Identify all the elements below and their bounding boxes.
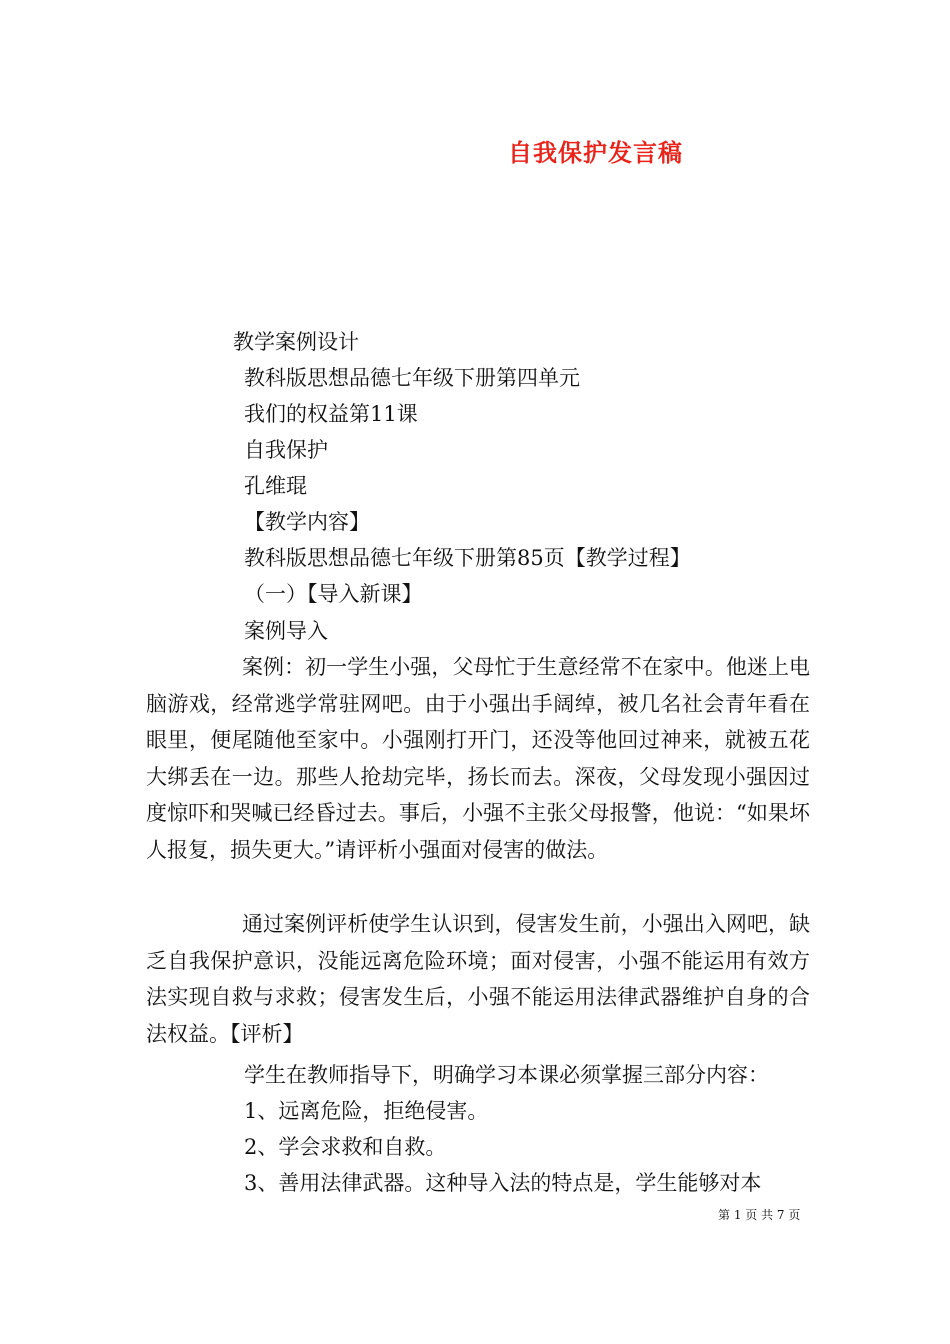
- header-line-textbook-page: 教科版思想品德七年级下册第85页【教学过程】: [244, 546, 691, 570]
- section-heading-content: 【教学内容】: [244, 510, 370, 534]
- paragraph-case: 案例：初一学生小强，父母忙于生意经常不在家中。他迷上电脑游戏，经常逃学常驻网吧。由于小强出手阔绰，被几名社会青年看在眼里，便尾随他至家中。小强刚打开门，还没等他回过神来，就被五花大绑丢在一边。那些人抢劫完毕，扬长而去。深夜，父母发现小强因过度惊吓和哭喊已经昏过去。事后，小强不主张父母报警，他说：“如果坏人报复，损失更大。”请评析小强面对侵害的做法。: [146, 655, 810, 862]
- header-line-lesson: 我们的权益第11课: [244, 402, 418, 426]
- header-line-topic: 自我保护: [244, 438, 328, 462]
- header-line-author: 孔维琨: [244, 474, 307, 498]
- page-footer: 第 1 页 共 7 页: [718, 1208, 801, 1222]
- list-item-1: 1、远离危险，拒绝侵害。: [244, 1099, 489, 1123]
- header-line-case-design: 教学案例设计: [233, 330, 359, 354]
- header-line-textbook-unit: 教科版思想品德七年级下册第四单元: [244, 366, 580, 390]
- list-item-3: 3、善用法律武器。这种导入法的特点是，学生能够对本: [244, 1171, 762, 1195]
- section-heading-intro: （一）【导入新课】: [244, 582, 423, 606]
- list-item-2: 2、学会求救和自救。: [244, 1135, 447, 1159]
- page-title: 自我保护发言稿: [508, 138, 683, 167]
- tail-line-instruction: 学生在教师指导下，明确学习本课必须掌握三部分内容：: [244, 1063, 769, 1087]
- paragraph-analysis: 通过案例评析使学生认识到，侵害发生前，小强出入网吧，缺乏自我保护意识，没能远离危险环境；面对侵害，小强不能运用有效方法实现自救与求救；侵害发生后，小强不能运用法律武器维护自身的合法权益。【评析】: [146, 912, 810, 1046]
- header-line-case-intro: 案例导入: [244, 619, 328, 643]
